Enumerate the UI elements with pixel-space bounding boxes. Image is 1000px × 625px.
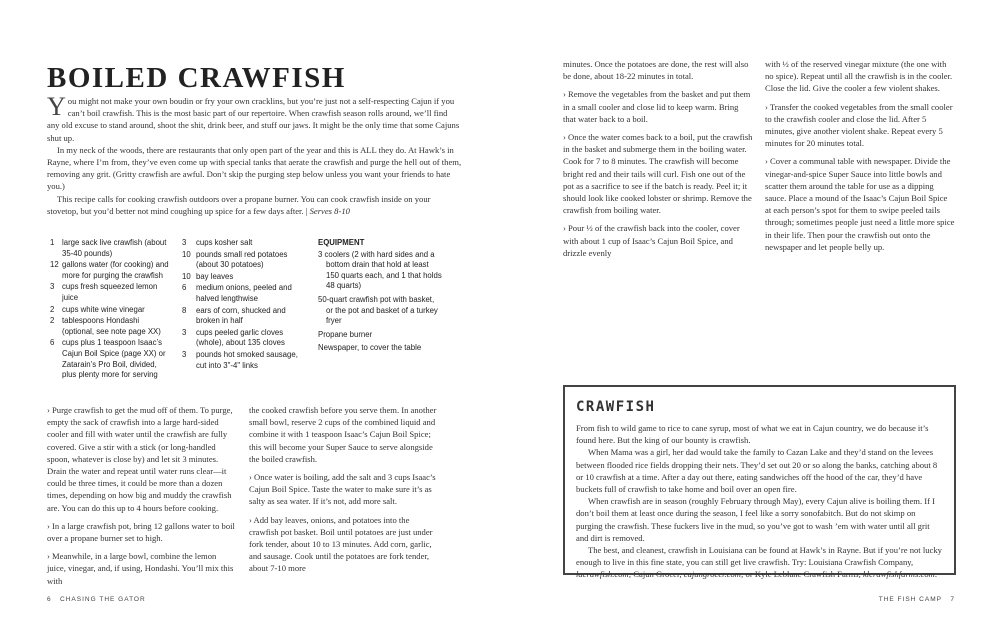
page-number: 6 — [47, 596, 52, 603]
equipment-item: Newspaper, to cover the table — [318, 343, 422, 353]
intro-paragraph: You might not make your own boudin or fry your own cracklins, but you’re just not a self-respecting Cajun if you can’t boil crawfish. This is the most basic part of our repertoire. When crawfish season rolls around, we’ll find any old excuse to stand around, shoot the shit, drink beer, and stuff our jaws. It might be the only time that some Cajuns shut up. — [47, 92, 460, 143]
footer-section: THE FISH CAMP — [878, 596, 942, 603]
ingredients-column-2 — [182, 238, 307, 372]
ingredient-item: 6 medium onions, peeled and halved lengthwise — [182, 283, 292, 303]
ingredient-item: 3 cups kosher salt — [182, 238, 253, 247]
ingredient-item: 3 cups peeled garlic cloves (whole), about 135 cloves — [182, 327, 285, 348]
footer-section: CHASING THE GATOR — [60, 596, 146, 603]
ingredient-item: 8 ears of corn, shucked and broken in half — [182, 305, 286, 326]
left-footer — [47, 596, 146, 603]
crawfish-sidebar — [563, 385, 956, 580]
step-paragraph: › Add bay leaves, onions, and potatoes into the crawfish pot basket. Boil until potatoes are just under fork tender, about 10 to 13 minutes. Add corn, garlic, and sausage. Cook until the potatoes are fork tender, about 7-10 more — [249, 514, 433, 574]
step-paragraph: the cooked crawfish before you serve them. In another small bowl, reserve 2 cups of the combined liquid and combine it with 1 teaspoon Isaac’s Cajun Boil Spice; this will become your Super Sauce to serve alongside the boiled crawfish. — [249, 405, 437, 464]
step-paragraph: › Cover a communal table with newspaper. Divide the vinegar-and-spice Super Sauce into little bowls and scatter them around the table for use as a dipping sauce. Place a mound of the Isaac’s Cajun Boil Spice at each person’s spot for them to swipe peeled tails through; sometimes people just need a little more spice in their life. Then pour the crawfish out onto the newspaper and let people belly up. — [765, 156, 955, 252]
step-paragraph: › Remove the vegetables from the basket and put them in a small cooler and close lid to keep warm. Bring that water back to a boil. — [563, 89, 751, 124]
equipment-item: Propane burner — [318, 329, 373, 339]
ingredient-item: 10 pounds small red potatoes (about 30 potatoes) — [182, 249, 288, 270]
sidebar-paragraph: The best, and cleanest, crawfish in Louisiana can be found at Hawk’s in Rayne. But if you’re not lucky enough to live in this fine state, you can still get live crawfish. Try: Louisiana Crawfish Company, lacrawfish.com; Cajun Grocer, cajungrocer.com; or Kyle Leblanc Crawfish Farms, klcrawfishfarms.com. — [576, 545, 942, 580]
sidebar-heading: CRAWFISH — [576, 399, 656, 415]
steps-column-3 — [563, 58, 753, 265]
ingredient-item: 3 pounds hot smoked sausage, cut into 3"-4" links — [182, 349, 298, 370]
step-paragraph: › Meanwhile, in a large bowl, combine the lemon juice, vinegar, and, if using, Hondashi. You’ll mix this with — [47, 551, 234, 586]
right-footer — [879, 596, 955, 603]
serves-note: Serves 8-10 — [309, 205, 350, 216]
ingredient-item: 3 cups fresh squeezed lemon juice — [50, 282, 158, 302]
ingredients-column-1 — [50, 238, 170, 382]
step-paragraph: minutes. Once the potatoes are done, the rest will also be done, about 18-22 minutes in total. — [563, 59, 749, 82]
step-paragraph: › Once the water comes back to a boil, put the crawfish in the basket and submerge them in the boiling water. Cook for 7 to 8 minutes. The crawfish will become bright red and their tails will curl. Fish one out of the pot as a sacrifice to see if the batch is ready. Peel it; it should look like cooked lobster or shrimp. Remove the crawfish from boiling water. — [563, 132, 753, 216]
equipment-list — [318, 238, 443, 357]
step-paragraph: › Purge crawfish to get the mud off of them. To purge, empty the sack of crawfish into a large hard-sided cooler and fill with water until the crawfish are fully covered. Give a stir with a stick (or long-handled spoon, whatever is close by) and let sit 3 minutes. Drain the water and repeat until water runs clear—it could be three times, it could be more than a dozen times, depending on how big and muddy the crawfish are. You can do this up to 4 hours before cooking. — [47, 405, 233, 513]
ingredient-item: 2 tablespoons Hondashi (optional, see note page XX) — [50, 316, 161, 336]
website-link: klcrawfishfarms.com — [862, 569, 935, 580]
sidebar-paragraph: When crawfish are in season (roughly February through May), every Cajun alive is boiling them. If I don’t boil them at least once during the season, I feel like a sorry sonofabitch. But do not skimp on purging the crawfish. These fuckers live in the mud, so you’ve got to wash ’em with water until all grit and dirt is removed. — [576, 496, 935, 543]
website-link: cajungrocer.com — [683, 569, 741, 580]
intro-paragraph: In my neck of the woods, there are restaurants that only open part of the year and this is ALL they do. At Hawk’s in Rayne, where I’m from, they’ve even come up with special tanks that aerate the crawfish and purge the hell out of them, removing any grit. (Gritty crawfish are awful. Don’t skip the purging step below unless you want your friends to hate you.) — [47, 144, 462, 192]
step-paragraph: › Once water is boiling, add the salt and 3 cups Isaac’s Cajun Boil Spice. Taste the water to make sure it’s as salty as sea water. If it’s not, add more salt. — [249, 472, 436, 507]
sidebar-paragraph: When Mama was a girl, her dad would take the family to Cazan Lake and they’d stand on the levees between flooded rice fields dropping their nets. They’d set out 20 or so along the banks, catching about 8 or 10 crawfish at a time. After a day out there, eating sandwiches off the hood of the car, they’d have buckets full of crawfish to take home and boil over an open fire. — [576, 447, 938, 495]
steps-column-1 — [47, 404, 237, 593]
ingredient-item: 6 cups plus 1 teaspoon Isaac’s Cajun Boil Spice (page XX) or Zatarain’s Pro Boil, divided, plus plenty more for serving — [50, 338, 166, 380]
steps-column-2 — [249, 404, 439, 581]
step-paragraph: › Transfer the cooked vegetables from the small cooler to the crawfish cooler and close the lid. After 5 minutes, give another violent shake. Repeat every 5 minutes for 20 minutes total. — [765, 101, 953, 149]
intro-paragraph: This recipe calls for cooking crawfish outdoors over a propane burner. You can cook crawfish inside on your stovetop, but you’d better not mind coughing up spice for a few days after. | Serves 8-10 — [47, 193, 431, 216]
ingredient-item: 1 large sack live crawfish (about 35-40 pounds) — [50, 238, 167, 258]
steps-column-4 — [765, 58, 955, 259]
step-paragraph: › Pour ½ of the crawfish back into the cooler, cover with about 1 cup of Isaac’s Cajun Boil Spice, and drizzle evenly — [563, 223, 740, 258]
intro-text — [47, 92, 462, 217]
step-paragraph: with ½ of the reserved vinegar mixture (the one with no spice). Repeat until all the crawfish is in the cooler. Close the lid. Give the cooler a few violent shakes. — [765, 59, 953, 94]
drop-cap: Y — [47, 92, 66, 121]
recipe-title: BOILED CRAWFISH — [47, 62, 346, 94]
website-link: lacrawfish.com — [576, 569, 629, 580]
step-paragraph: › In a large crawfish pot, bring 12 gallons water to boil over a propane burner set to high. — [47, 520, 235, 544]
ingredient-item: 12 gallons water (for cooking) and more for purging the crawfish — [50, 260, 169, 280]
equipment-heading: EQUIPMENT — [318, 238, 365, 247]
equipment-item: 50-quart crawfish pot with basket, or the pot and basket of a turkey fryer — [318, 294, 438, 326]
ingredient-item: 2 cups white wine vinegar — [50, 304, 145, 314]
ingredient-item: 10 bay leaves — [182, 271, 234, 281]
page-number: 7 — [950, 596, 955, 603]
equipment-item: 3 coolers (2 with hard sides and a bottom drain that hold at least 150 quarts each, and 1 that holds 48 quarts) — [318, 249, 442, 291]
sidebar-paragraph: From fish to wild game to rice to cane syrup, most of what we eat in Cajun country, we do because it’s found here. But the king of our bounty is crawfish. — [576, 423, 929, 446]
